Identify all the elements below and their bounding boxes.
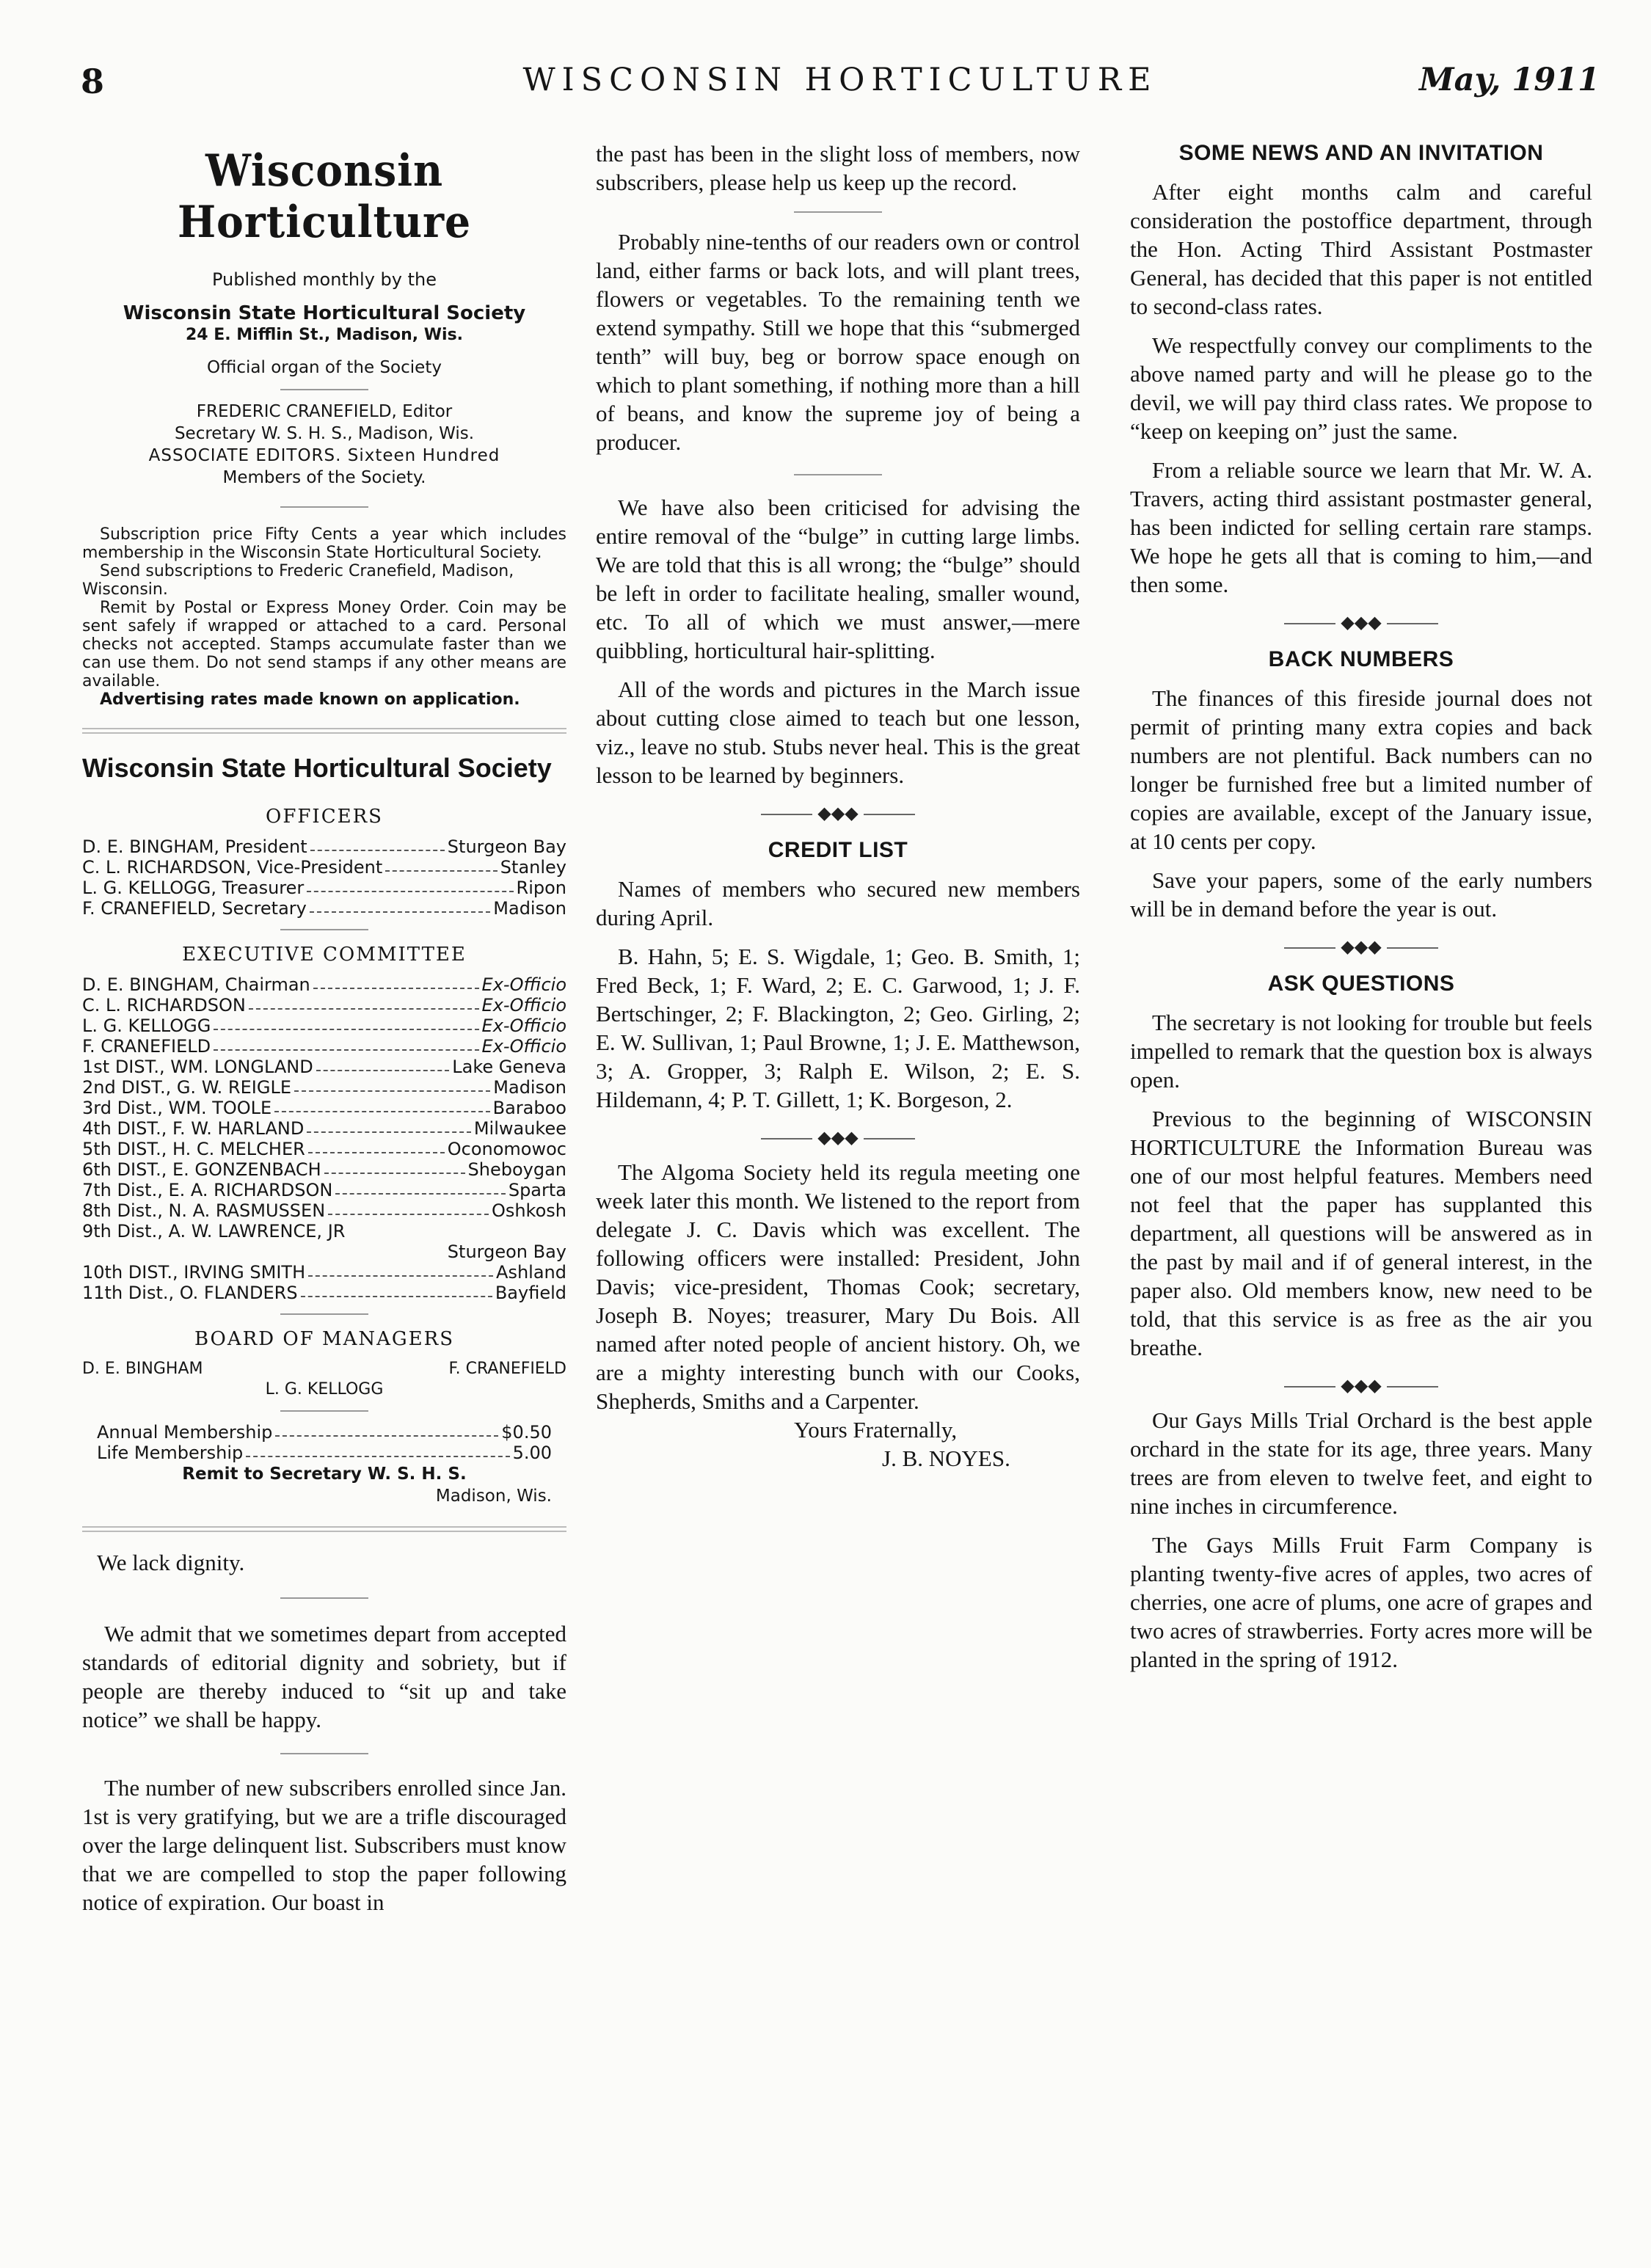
fees-list — [82, 1422, 566, 1507]
news-paragraph-2: We respectfully convey our compliments to the above named party and will he please go to the devil, we will pay third class rates. We propose to “keep on keeping on” just the same. — [1130, 332, 1592, 444]
ornament-divider: ◆◆◆ — [1130, 1375, 1592, 1396]
officers-list — [82, 836, 566, 919]
fee-row: Life Membership 5.00 — [97, 1443, 552, 1463]
divider — [280, 506, 368, 508]
divider — [280, 389, 368, 390]
column-middle — [596, 139, 1080, 1473]
back-numbers-heading: BACK NUMBERS — [1268, 647, 1454, 671]
signature: J. B. NOYES. — [882, 1445, 1010, 1471]
officer-row: L. G. KELLOGG, Treasurer Ripon — [82, 878, 566, 898]
executive-row: 10th DIST., IRVING SMITH Ashland — [82, 1262, 566, 1283]
board-heading: BOARD OF MANAGERS — [194, 1328, 455, 1350]
board-row — [82, 1379, 566, 1400]
subscription-price: Subscription price Fifty Cents a year which includes membership in the Wisconsin State Horticultural Society. — [82, 525, 566, 562]
officer-row: D. E. BINGHAM, President Sturgeon Bay — [82, 836, 566, 857]
executive-row: 3rd Dist., WM. TOOLE Baraboo — [82, 1098, 566, 1118]
society-box-title: Wisconsin State Horticultural Society — [82, 753, 552, 783]
ornament-divider: ◆◆◆ — [596, 1127, 1080, 1148]
executive-row: 6th DIST., E. GONZENBACH Sheboygan — [82, 1159, 566, 1180]
gays-mills-paragraph-2: The Gays Mills Fruit Farm Company is planting twenty-five acres of apples, two acres of cherries, one acre of plums, one acre of grapes and two acres of strawberries. Forty acres more will be planted in the spring of 1912. — [1130, 1532, 1592, 1672]
executive-heading: EXECUTIVE COMMITTEE — [182, 944, 467, 966]
remit-city: Madison, Wis. — [435, 1487, 552, 1506]
closing-line: Yours Fraternally, — [794, 1417, 958, 1443]
executive-row: 7th Dist., E. A. RICHARDSON Sparta — [82, 1180, 566, 1200]
bulge-paragraph: We have also been criticised for advising the entire removal of the “bulge” in cutting large limbs. We are told that this is all wrong; the “bulge” should be left in order to facilitate healing, smaller wound, etc. To all of which we must answer,—mere quibbling, horticultural hair-splitting. — [596, 495, 1080, 663]
masthead-published: Published monthly by the — [211, 269, 437, 290]
executive-row: 2nd DIST., G. W. REIGLE Madison — [82, 1077, 566, 1098]
masthead-organ: Official organ of the Society — [207, 358, 442, 377]
issue-date: May, 1911 — [1419, 62, 1600, 98]
board-member: F. CRANEFIELD — [448, 1360, 566, 1378]
executive-list — [82, 974, 566, 1303]
news-paragraph-1: After eight months calm and careful consideration the postoffice department, through the Hon. Acting Third Assistant Postmaster General, has decided that this paper is not entitled to second-class rates. — [1130, 179, 1592, 319]
algoma-paragraph: The Algoma Society held its regula meeting one week later this month. We listened to the report from delegate J. C. Davis which was excellent. The following officers were installed: President, John Davis; vice-president, Thomas Cook; secretary, Joseph B. Noyes; treasurer, Mary Du Bois. All named after noted people of ancient history. Oh, we are a mighty interesting bunch with our Cooks, Shepherds, Smiths and a Carpenter. — [596, 1159, 1080, 1414]
masthead-associate-editors: ASSOCIATE EDITORS. Sixteen Hundred — [148, 446, 500, 465]
remit-line: Remit to Secretary W. S. H. S. — [182, 1465, 467, 1484]
executive-row: 4th DIST., F. W. HARLAND Milwaukee — [82, 1118, 566, 1139]
gays-mills-paragraph-1: Our Gays Mills Trial Orchard is the best apple orchard in the state for its age, three years. Many trees are from eleven to twelve feet, and eight to nine inches in circumference. — [1130, 1407, 1592, 1519]
officers-heading: OFFICERS — [266, 806, 383, 828]
divider — [280, 1597, 368, 1599]
executive-row-place: Sturgeon Bay — [447, 1241, 566, 1262]
column-left — [82, 139, 566, 1927]
fee-row: Annual Membership $0.50 — [97, 1422, 552, 1443]
running-head — [81, 62, 1600, 113]
back-numbers-paragraph-2: Save your papers, some of the early numbers will be in demand before the year is out. — [1130, 867, 1592, 922]
divider — [280, 1313, 368, 1315]
divider — [280, 1410, 368, 1412]
executive-row: 8th Dist., N. A. RASMUSSEN Oshkosh — [82, 1200, 566, 1221]
masthead-editor: FREDERIC CRANEFIELD, Editor — [196, 402, 453, 421]
masthead-address: 24 E. Mifflin St., Madison, Wis. — [185, 326, 464, 344]
board-member: L. G. KELLOGG — [265, 1380, 384, 1399]
masthead-society: Wisconsin State Horticultural Society — [123, 302, 526, 324]
executive-row: D. E. BINGHAM, Chairman Ex-Officio — [82, 974, 566, 995]
ask-paragraph-1: The secretary is not looking for trouble but feels impelled to remark that the question box is always open. — [1130, 1010, 1592, 1093]
ornament-divider: ◆◆◆ — [1130, 936, 1592, 957]
executive-row: F. CRANEFIELD Ex-Officio — [82, 1036, 566, 1057]
ornament-divider: ◆◆◆ — [1130, 612, 1592, 632]
divider — [280, 1753, 368, 1754]
board-member: D. E. BINGHAM — [82, 1360, 203, 1378]
credit-list-heading: CREDIT LIST — [768, 838, 908, 862]
ornament-divider: ◆◆◆ — [596, 803, 1080, 823]
divider — [794, 474, 882, 475]
executive-row: 11th Dist., O. FLANDERS Bayfield — [82, 1283, 566, 1303]
ask-paragraph-2: Previous to the beginning of WISCONSIN HORTICULTURE the Information Bureau was one of our most helpful features. Members need not feel that the paper has supplanted this department, all questions will be answered as in the past by mail and if of general interest, in the paper also. Old members know, new need to be told, that this service is as free as the air you breathe. — [1130, 1106, 1592, 1360]
back-numbers-paragraph-1: The finances of this fireside journal does not permit of printing many extra copies and back numbers are not plentiful. Back numbers can no longer be furnished free but a limited number of copies are available, except of the January issue, at 10 cents per copy. — [1130, 685, 1592, 854]
dignity-paragraph: We admit that we sometimes depart from accepted standards of editorial dignity and sobriety, but if people are thereby induced to “sit up and take notice” we shall be happy. — [82, 1621, 566, 1732]
land-paragraph: Probably nine-tenths of our readers own or control land, either farms or back lots, and will plant trees, flowers or vegetables. To the remaining tenth we extend sympathy. Still we hope that this “submerged tenth” will buy, beg or borrow space enough on which to plant something, if nothing more than a hill of beans, and know the supreme joy of being a producer. — [596, 229, 1080, 455]
double-rule — [82, 1526, 566, 1532]
subscription-send: Send subscriptions to Frederic Cranefield, Madison, Wisconsin. — [82, 562, 514, 599]
news-heading: SOME NEWS AND AN INVITATION — [1178, 141, 1544, 165]
executive-row: 1st DIST., WM. LONGLAND Lake Geneva — [82, 1057, 566, 1077]
officer-row: F. CRANEFIELD, Secretary Madison — [82, 898, 566, 919]
executive-row: C. L. RICHARDSON Ex-Officio — [82, 995, 566, 1016]
page-number: 8 — [81, 62, 105, 101]
dignity-line: We lack dignity. — [97, 1550, 245, 1575]
double-rule — [82, 728, 566, 734]
column-right — [1130, 139, 1592, 1684]
subscription-remit: Remit by Postal or Express Money Order. Coin may be sent safely if wrapped or attached to a card. Personal checks not accepted. Stamps accumulate faster than we can use them. Do not send stamps if any other means are available. — [82, 599, 566, 690]
divider — [280, 929, 368, 930]
executive-row: 9th Dist., A. W. LAWRENCE, JR — [82, 1221, 346, 1241]
masthead-members: Members of the Society. — [222, 468, 426, 487]
journal-title: WISCONSIN HORTICULTURE — [522, 62, 1158, 98]
stub-paragraph: All of the words and pictures in the March issue about cutting close aimed to teach but one lesson, viz., leave no stub. Stubs never heal. This is the great lesson to be learned by beginners. — [596, 677, 1080, 788]
divider — [794, 211, 882, 213]
record-paragraph: the past has been in the slight loss of members, now subscribers, please help us keep up the record. — [596, 141, 1080, 195]
subscribers-paragraph: The number of new subscribers enrolled since Jan. 1st is very gratifying, but we are a trifle discouraged over the large delinquent list. Subscribers must know that we are compelled to stop the paper following notice of expiration. Our boast in — [82, 1775, 566, 1915]
news-paragraph-3: From a reliable source we learn that Mr. W. A. Travers, acting third assistant postmaster general, has been indicted for selling certain rare stamps. We hope he gets all that is coming to him,—and then some. — [1130, 457, 1592, 597]
officer-row: C. L. RICHARDSON, Vice-President Stanley — [82, 857, 566, 878]
masthead-title: Wisconsin Horticulture — [177, 145, 472, 248]
credit-names: B. Hahn, 5; E. S. Wigdale, 1; Geo. B. Smith, 1; Fred Beck, 1; F. Ward, 2; E. C. Garwood, 1; J. F. Bertschinger, 2; F. Blackington, 2; Geo. Girling, 2; E. W. Sullivan, 1; Paul Browne, 1; J. E. Matthewson, 3; A. Gropper, 3; Ralph E. Wilson, 2; E. S. Hildemann, 4; P. T. Gillett, 1; K. Borgeson, 2. — [596, 944, 1080, 1112]
executive-row: 5th DIST., H. C. MELCHER Oconomowoc — [82, 1139, 566, 1159]
ask-questions-heading: ASK QUESTIONS — [1267, 971, 1455, 996]
credit-intro: Names of members who secured new members during April. — [596, 876, 1080, 930]
executive-row: L. G. KELLOGG Ex-Officio — [82, 1016, 566, 1036]
masthead-secretary: Secretary W. S. H. S., Madison, Wis. — [174, 424, 475, 443]
advertising-rates: Advertising rates made known on application. — [100, 690, 520, 709]
board-row — [82, 1359, 566, 1379]
